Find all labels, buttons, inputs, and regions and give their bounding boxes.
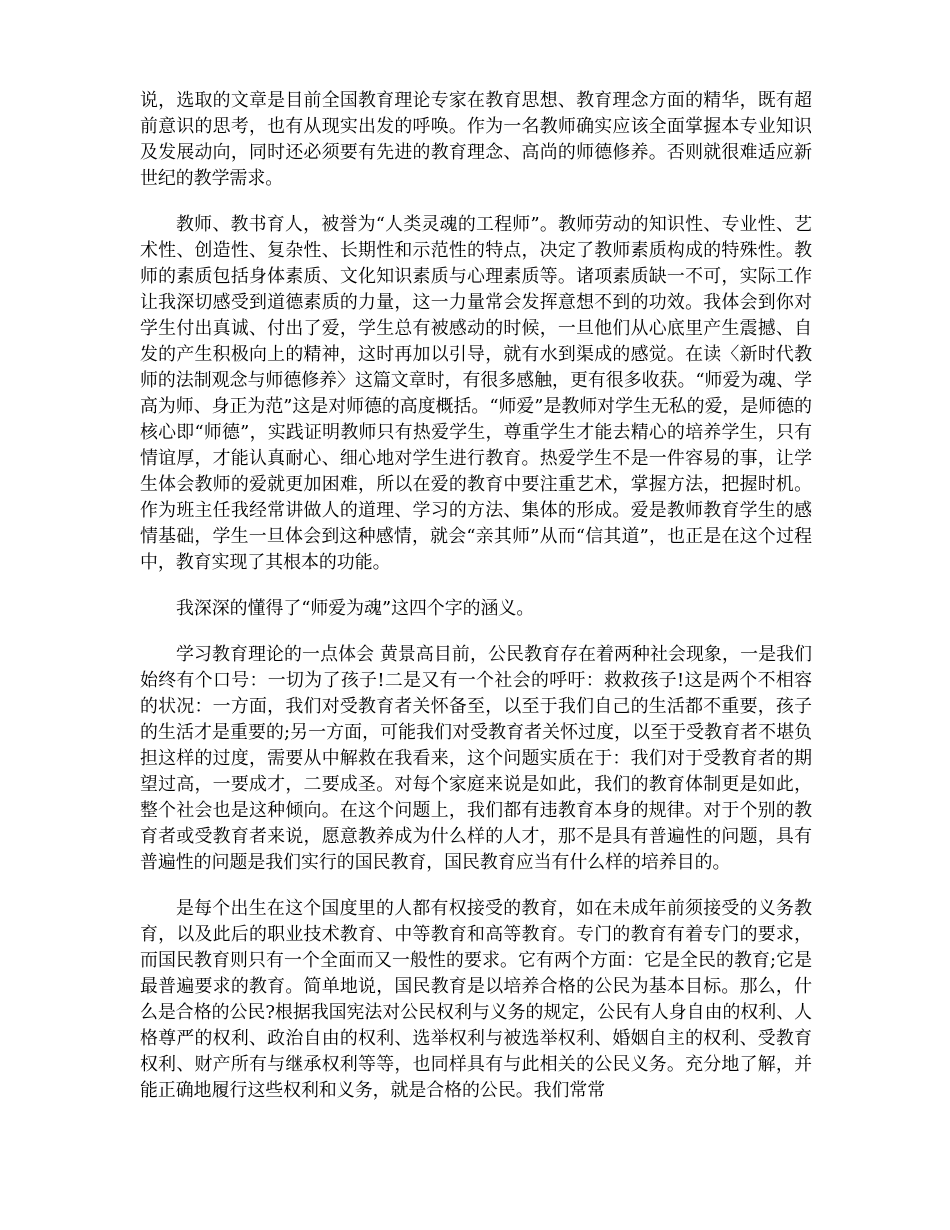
paragraph-3: 我深深的懂得了“师爱为魂”这四个字的涵义。: [176, 598, 535, 619]
paragraph-5: 是每个出生在这个国度里的人都有权接受的教育，如在未成年前须接受的义务教育，以及此后的职业技术教育、中等教育和高等教育。专门的教育有着专门的要求，而国民教育则只有一个全面而又一般性的要求。它有两个方面：它是全民的教育;它是最普遍要求的教育。简单地说，国民教育是以培养合格的公民为基本目标。那么，什么是合格的公民?根据我国宪法对公民权利与义务的规定，公民有人身自由的权利、人格尊严的权利、政治自由的权利、选举权利与被选举权利、婚姻自主的权利、受教育权利、财产所有与继承权利等等，也同样具有与此相关的公民义务。充分地了解，并能正确地履行这些权利和义务，就是合格的公民。我们常常: [140, 898, 812, 1101]
paragraph-2: 教师、教书育人，被誉为“人类灵魂的工程师”。教师劳动的知识性、专业性、艺术性、创造性、复杂性、长期性和示范性的特点，决定了教师素质构成的特殊性。教师的素质包括身体素质、文化知识素质与心理素质等。诸项素质缺一不可，实际工作让我深切感受到道德素质的力量，这一力量常会发挥意想不到的功效。我体会到你对学生付出真诚、付出了爱，学生总有被感动的时候，一旦他们从心底里产生震撼、自发的产生积极向上的精神，这时再加以引导，就有水到渠成的感觉。在读〈新时代教师的法制观念与师德修养〉这篇文章时，有很多感触，更有很多收获。“师爱为魂、学高为师、身正为范”这是对师德的高度概括。“师爱”是教师对学生无私的爱，是师德的核心即“师德”，实践证明教师只有热爱学生，尊重学生才能去精心的培养学生，只有情谊厚，才能认真耐心、细心地对学生进行教育。热爱学生不是一件容易的事，让学生体会教师的爱就更加困难，所以在爱的教育中要注重艺术，掌握方法，把握时机。作为班主任我经常讲做人的道理、学习的方法、集体的形成。爱是教师教育学生的感情基础，学生一旦体会到这种感情，就会“亲其师”从而“信其道”，也正是在这个过程中，教育实现了其根本的功能。: [140, 214, 812, 573]
paragraph-1: 说，选取的文章是目前全国教育理论专家在教育思想、教育理念方面的精华，既有超前意识的思考，也有从现实出发的呼唤。作为一名教师确实应该全面掌握本专业知识及发展动向，同时还必须要有先进的教育理念、高尚的师德修养。否则就很难适应新世纪的教学需求。: [140, 90, 812, 189]
paragraph-4: 学习教育理论的一点体会 黄景高目前，公民教育存在着两种社会现象，一是我们始终有个口号：一切为了孩子!二是又有一个社会的呼吁：救救孩子!这是两个不相容的状况：一方面，我们对受教育者关怀备至，以至于我们自己的生活都不重要，孩子的生活才是重要的;另一方面，可能我们对受教育者关怀过度，以至于受教育者不堪负担这样的过度，需要从中解救在我看来，这个问题实质在于：我们对于受教育者的期望过高，一要成才，二要成圣。对每个家庭来说是如此，我们的教育体制更是如此，整个社会也是这种倾向。在这个问题上，我们都有违教育本身的规律。对于个别的教育者或受教育者来说，愿意教养成为什么样的人才，那不是具有普遍性的问题，具有普遍性的问题是我们实行的国民教育，国民教育应当有什么样的培养目的。: [140, 644, 812, 873]
document-body: [140, 88, 812, 1124]
